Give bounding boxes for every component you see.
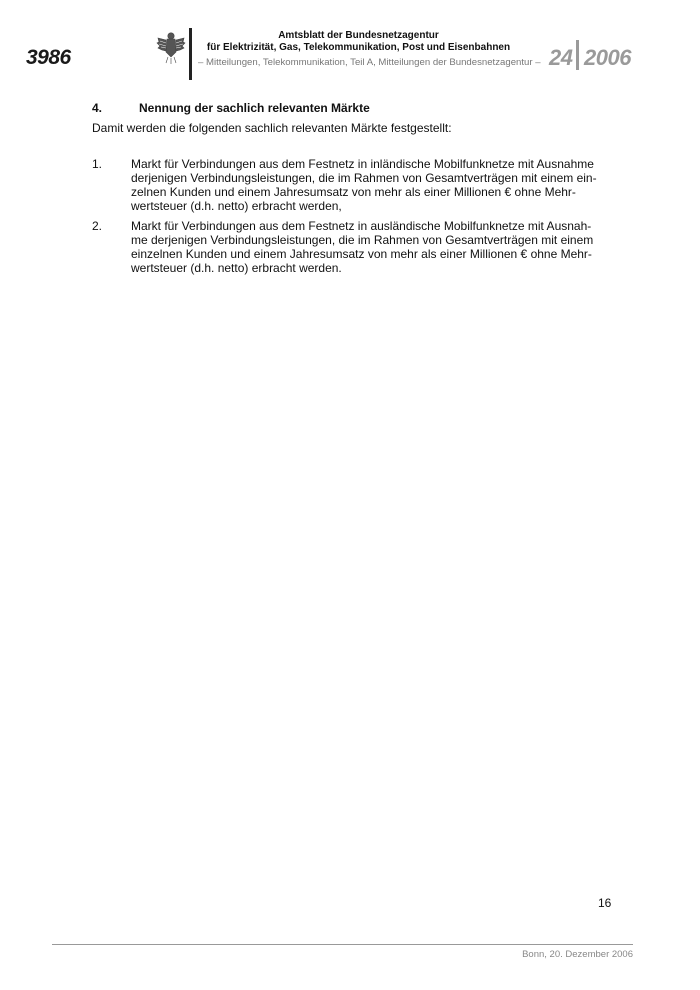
list-item-line: Markt für Verbindungen aus dem Festnetz in inländische Mobilfunknetze mit Ausnahme	[131, 157, 594, 171]
issue-number: 24	[549, 45, 573, 70]
section-intro: Damit werden die folgenden sachlich relevanten Märkte festgestellt:	[92, 121, 452, 135]
list-item-line: Markt für Verbindungen aus dem Festnetz in ausländische Mobilfunknetze mit Ausnah-	[131, 219, 592, 233]
list-item-line: derjenigen Verbindungsleistungen, die im Rahmen von Gesamtverträgen mit einem ein-	[131, 171, 597, 185]
header-page-number: 3986	[26, 46, 71, 69]
list-item-line: einzelnen Kunden und einem Jahresumsatz von mehr als einer Millionen € ohne Mehr-	[131, 247, 592, 261]
list-item-text	[131, 219, 612, 275]
issue-year: 2006	[584, 45, 631, 70]
list-item-number: 2.	[92, 219, 103, 233]
gazette-title	[196, 30, 521, 54]
list-item-number: 1.	[92, 157, 103, 171]
federal-eagle-icon	[156, 30, 186, 66]
list-item-line: zelnen Kunden und einem Jahresumsatz von mehr als einer Millionen € ohne Mehr-	[131, 185, 576, 199]
issue-divider	[576, 40, 579, 70]
header-divider	[189, 28, 192, 80]
gazette-title-line-1: Amtsblatt der Bundesnetzagentur	[278, 30, 439, 41]
footer-divider	[52, 944, 633, 945]
footer-date: Bonn, 20. Dezember 2006	[522, 949, 633, 960]
section-number: 4.	[92, 101, 103, 115]
gazette-title-line-2: für Elektrizität, Gas, Telekommunikation, Post und Eisenbahnen	[206, 42, 511, 53]
gazette-subtitle: – Mitteilungen, Telekommunikation, Teil A, Mitteilungen der Bundesnetzagentur –	[198, 57, 541, 68]
footer-page-number: 16	[598, 896, 612, 910]
section-title: Nennung der sachlich relevanten Märkte	[139, 101, 370, 115]
list-item-line: wertsteuer (d.h. netto) erbracht werden,	[131, 199, 342, 213]
list-item-line: wertsteuer (d.h. netto) erbracht werden.	[131, 261, 342, 275]
list-item-text	[131, 157, 612, 213]
list-item-line: me derjenigen Verbindungsleistungen, die im Rahmen von Gesamtverträgen mit einem	[131, 233, 594, 247]
